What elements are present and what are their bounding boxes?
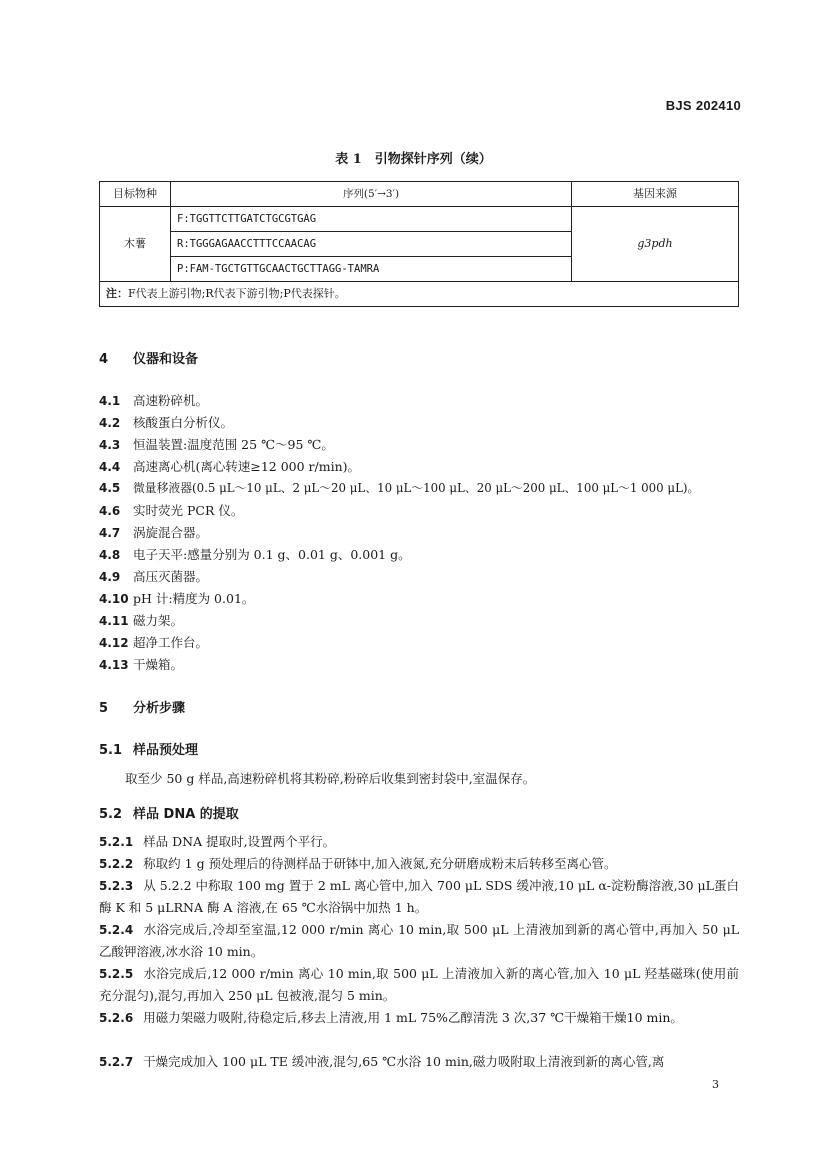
table-note-row (100, 282, 739, 307)
item-text: 恒温装置:温度范围 25 ℃～95 ℃。 (133, 437, 334, 452)
item-text: 微量移液器(0.5 μL～10 μL、2 μL～20 μL、10 μL～100 μL、20 μL～200 μL、100 μL～1 000 μL)。 (133, 481, 700, 495)
item-text: 高速离心机(离心转速≥12 000 r/min)。 (133, 459, 361, 474)
section-5-heading (99, 697, 185, 716)
species-cell: 木薯 (100, 207, 171, 282)
item-number: 4.10 (99, 592, 129, 606)
item-number: 4.12 (99, 636, 129, 650)
paragraph-number: 5.2.4 (99, 923, 134, 937)
list-item (99, 457, 360, 475)
item-number: 4.6 (99, 504, 121, 518)
list-item (99, 611, 183, 629)
item-number: 4.13 (99, 658, 129, 672)
section-number: 5 (99, 701, 109, 716)
paragraph-text: 用磁力架磁力吸附,待稳定后,移去上清液,用 1 mL 75%乙醇清洗 3 次,37 ℃干燥箱干燥10 min。 (143, 1010, 683, 1025)
table-note (100, 282, 739, 307)
list-item (99, 479, 699, 496)
page-number: 3 (712, 1078, 719, 1091)
item-number: 4.9 (99, 570, 121, 584)
item-text: 高压灭菌器。 (133, 569, 209, 584)
primer-table (99, 181, 739, 307)
list-item (99, 523, 208, 541)
paragraph-text: 样品 DNA 提取时,设置两个平行。 (143, 834, 336, 849)
sequence-cell: P:FAM-TGCTGTTGCAACTGCTTAGG-TAMRA (171, 257, 572, 282)
item-text: 干燥箱。 (133, 657, 184, 672)
subsection-number: 5.1 (99, 743, 123, 758)
item-text: 涡旋混合器。 (133, 525, 209, 540)
item-number: 4.3 (99, 438, 121, 452)
table-header-cell: 目标物种 (100, 182, 171, 207)
paragraph-text: 水浴完成后,冷却至室温,12 000 r/min 离心 10 min,取 500 μL 上清液加到新的离心管中,再加入 50 μL 乙酸钾溶液,冰水浴 10 min。 (99, 922, 739, 959)
paragraph-number: 5.2.5 (99, 967, 134, 981)
paragraph-text: 干燥完成加入 100 μL TE 缓冲液,混匀,65 ℃水浴 10 min,磁力吸附取上清液到新的离心管,离 (143, 1054, 665, 1069)
list-item (99, 589, 254, 607)
subsection-5-2-heading (99, 803, 239, 822)
item-number: 4.8 (99, 548, 121, 562)
list-item (99, 545, 411, 563)
table-caption: 表 1 引物探针序列（续） (335, 152, 492, 167)
table-row (100, 207, 739, 232)
subsection-5-1-heading (99, 739, 198, 758)
item-text: 高速粉碎机。 (133, 393, 209, 408)
paragraph-number: 5.2.3 (99, 879, 134, 893)
item-text: 超净工作台。 (133, 635, 209, 650)
paragraph-number: 5.2.7 (99, 1055, 134, 1069)
list-item (99, 567, 208, 585)
paragraph-text: 称取约 1 g 预处理后的待测样品于研钵中,加入液氮,充分研磨成粉末后转移至离心管。 (143, 856, 617, 871)
item-number: 4.11 (99, 614, 129, 628)
paragraph-number: 5.2.6 (99, 1011, 134, 1025)
paragraph (99, 853, 739, 875)
paragraph (99, 1051, 739, 1073)
paragraph-number: 5.2.1 (99, 835, 134, 849)
section-4-heading (99, 348, 198, 367)
paragraph (99, 1007, 739, 1029)
item-number: 4.7 (99, 526, 121, 540)
paragraph (99, 919, 739, 963)
paragraph-text: 水浴完成后,12 000 r/min 离心 10 min,取 500 μL 上清液加入新的离心管,加入 10 μL 羟基磁珠(使用前充分混匀),混匀,再加入 250 μL 包被液,混匀 5 min。 (99, 966, 739, 1003)
paragraph-text: 从 5.2.2 中称取 100 mg 置于 2 mL 离心管中,加入 700 μL SDS 缓冲液,10 μL α-淀粉酶溶液,30 μL蛋白酶 K 和 5 μLRNA 酶 A 溶液,在 65 ℃水浴锅中加热 1 h。 (99, 878, 739, 915)
subsection-title: 样品 DNA 的提取 (133, 807, 239, 822)
subsection-title: 样品预处理 (133, 743, 199, 758)
doc-code: BJS 202410 (665, 98, 741, 113)
item-number: 4.4 (99, 460, 121, 474)
section-title: 仪器和设备 (133, 352, 199, 367)
list-item (99, 413, 233, 431)
list-item (99, 655, 183, 673)
list-item (99, 633, 208, 651)
paragraph: 取至少 50 g 样品,高速粉碎机将其粉碎,粉碎后收集到密封袋中,室温保存。 (125, 771, 536, 786)
sequence-cell: F:TGGTTCTTGATCTGCGTGAG (171, 207, 572, 232)
section-title: 分析步骤 (133, 701, 186, 716)
table-header-cell: 基因来源 (572, 182, 739, 207)
list-item (99, 391, 208, 409)
sequence-cell: R:TGGGAGAACCTTTCCAACAG (171, 232, 572, 257)
item-text: 电子天平:感量分别为 0.1 g、0.01 g、0.001 g。 (133, 547, 411, 562)
item-number: 4.5 (99, 481, 121, 495)
item-text: pH 计:精度为 0.01。 (133, 591, 255, 606)
item-number: 4.1 (99, 394, 121, 408)
item-text: 核酸蛋白分析仪。 (133, 415, 234, 430)
section-number: 4 (99, 352, 109, 367)
paragraph-number: 5.2.2 (99, 857, 134, 871)
item-number: 4.2 (99, 416, 121, 430)
list-item (99, 435, 334, 453)
table-header-cell: 序列(5′→3′) (171, 182, 572, 207)
paragraph (99, 831, 739, 853)
note-label: 注： (106, 287, 128, 300)
item-text: 磁力架。 (133, 613, 184, 628)
note-text: F代表上游引物;R代表下游引物;P代表探针。 (128, 287, 346, 300)
paragraph (99, 963, 739, 1007)
subsection-number: 5.2 (99, 807, 123, 822)
table-header-row (100, 182, 739, 207)
gene-cell: g3pdh (572, 207, 739, 282)
item-text: 实时荧光 PCR 仪。 (133, 503, 244, 518)
list-item (99, 501, 243, 519)
paragraph (99, 875, 739, 919)
